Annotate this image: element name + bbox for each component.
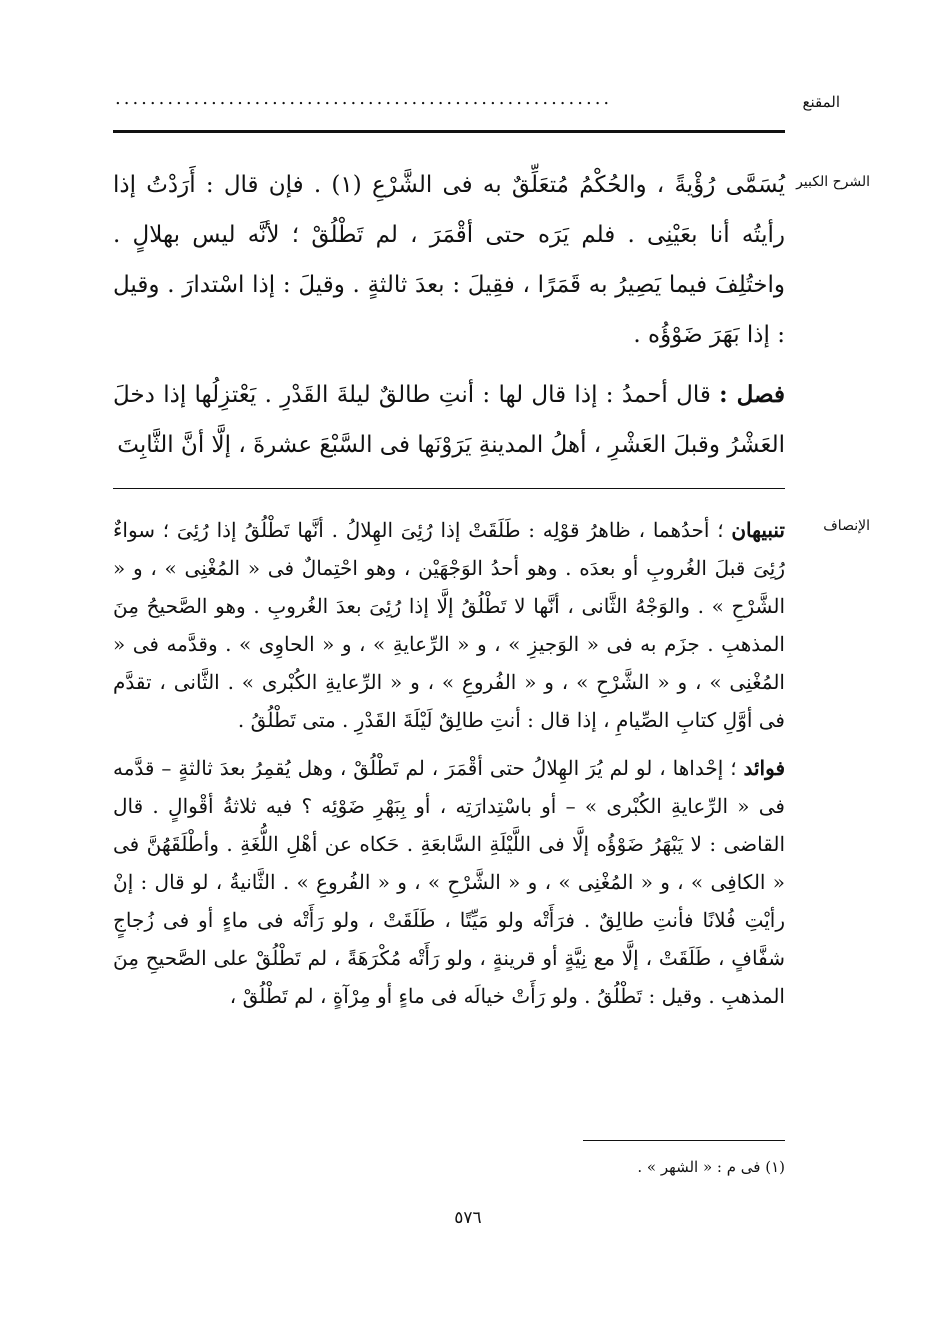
sharh-paragraph-2-text: قال أحمدُ : إذا قال لها : أنتِ طالقٌ ليلةَ القَدْرِ . يَعْتزِلُها إذا دخلَ العَشْرُ وقبلَ العَشْرِ ، أهلُ المدينةِ يَرَوْنَها فى السَّبْعَ عشرةَ ، إلَّا أنَّ الثَّابِتَ <box>113 382 785 458</box>
sharh-paragraph-2 <box>113 370 785 470</box>
footnote-rule <box>583 1140 785 1141</box>
insaf-paragraph-1-text: ؛ أحدُهما ، ظاهرُ قوْلِه : طَلَقَتْ إذا رُئِىَ الهِلالُ . أنَّها تَطْلُقُ إذا رُئِىَ ؛ سواءٌ رُئِىَ قبلَ الغُروبِ أو بعدَه . وهو أحدُ الوَجْهَيْن ، وهو احْتِمالٌ فى « المُغْنِى » ، و « الشَّرْحِ » . والوَجْهُ الثَّانى ، أنَّها لا تَطْلُقُ إلَّا إذا رُئِىَ بعدَ الغُروبِ . وهو الصَّحيحُ مِنَ المذهبِ . جزَم به فى « الوَجيزِ » ، و « الرِّعايةِ » ، و « الحاوِى » . وقدَّمه فى « المُغْنِى » ، و « الشَّرْحِ » ، و « الفُروعِ » ، و « الرِّعايةِ الكُبْرى » . الثَّانى ، تقدَّم فى أوَّلِ كتابِ الصِّيامِ ، إذا قال : أنتِ طالِقٌ لَيْلَةَ القَدْرِ . متى تَطْلُقُ . <box>113 518 786 732</box>
sharh-fasl-heading: فصل : <box>719 381 785 408</box>
insaf-paragraph-2 <box>113 749 785 1015</box>
insaf-paragraph-1 <box>113 511 785 739</box>
dotted-leader: ......................................................... <box>115 88 613 108</box>
page-number: ٥٧٦ <box>454 1208 482 1228</box>
sharh-text-block <box>113 160 785 470</box>
footnote: (١) فى م : « الشهر » . <box>637 1158 785 1176</box>
running-head: المقنع <box>802 93 840 111</box>
section-divider <box>113 488 785 489</box>
sharh-paragraph-1: يُسَمَّى رُؤْيةً ، والحُكْمُ مُتعَلِّقٌ به فى الشَّرْعِ (١) . فإن قال : أَرَدْتُ إذا رأيتُه أنا بعَيْنِى . فلم يَرَه حتى أقْمَرَ ، لم تَطْلُقْ ؛ لأنَّه ليس بهلالٍ . واختُلِفَ فيما يَصِيرُ به قَمَرًا ، فقِيلَ : بعدَ ثالثةٍ . وقيلَ : إذا اسْتدارَ . وقيل : إذا بَهَرَ ضَوْؤُه . <box>113 172 785 348</box>
insaf-section-label: الإنصاف <box>823 518 870 534</box>
top-rule <box>113 130 785 133</box>
insaf-fawaid-heading: فوائد <box>743 756 785 780</box>
insaf-text-block <box>113 511 785 1015</box>
insaf-paragraph-2-text: ؛ إحْداها ، لو لم يُرَ الهِلالُ حتى أقْمَرَ ، لم تَطْلُقْ ، وهل يُقمِرُ بعدَ ثالثةٍ – قدَّمه فى « الرِّعايةِ الكُبْرى » – أو باسْتِدارَتِه ، أو بِبَهْرِ ضَوْئِه ؟ فيه ثلاثةُ أقْوالٍ . قال القاضى : لا يَبْهَرُ ضَوْؤُه إلَّا فى اللَّيْلَةِ السَّابعَةِ . حَكاه عن أهْلِ اللُّغَةِ . وأطْلَقَهُنَّ فى « الكافِى » ، و « المُغْنِى » ، و « الشَّرْحِ » ، و « الفُروعِ » . الثَّانيةُ ، لو قال : إنْ رأيْتِ فُلانًا فأنتِ طالِقٌ . فرَأَتْه ولو مَيِّتًا ، طَلَقَتْ ، ولو رَأَتْه فى ماءٍ أو فى زُجاجٍ شفَّافٍ ، طَلَقَتْ ، إلَّا مع نِيَّةٍ أو قرينةٍ ، ولو رَأَتْه مُكْرَهَةً ، لم تَطْلُقْ على الصَّحيحِ مِنَ المذهبِ . وقيل : تَطْلُقُ . ولو رَأَتْ خيالَه فى ماءٍ أو مِرْآةٍ ، لم تَطْلُقْ ، <box>113 756 785 1008</box>
sharh-section-label: الشرح الكبير <box>796 174 870 190</box>
insaf-tanbihan-heading: تنبيهان <box>731 518 785 542</box>
